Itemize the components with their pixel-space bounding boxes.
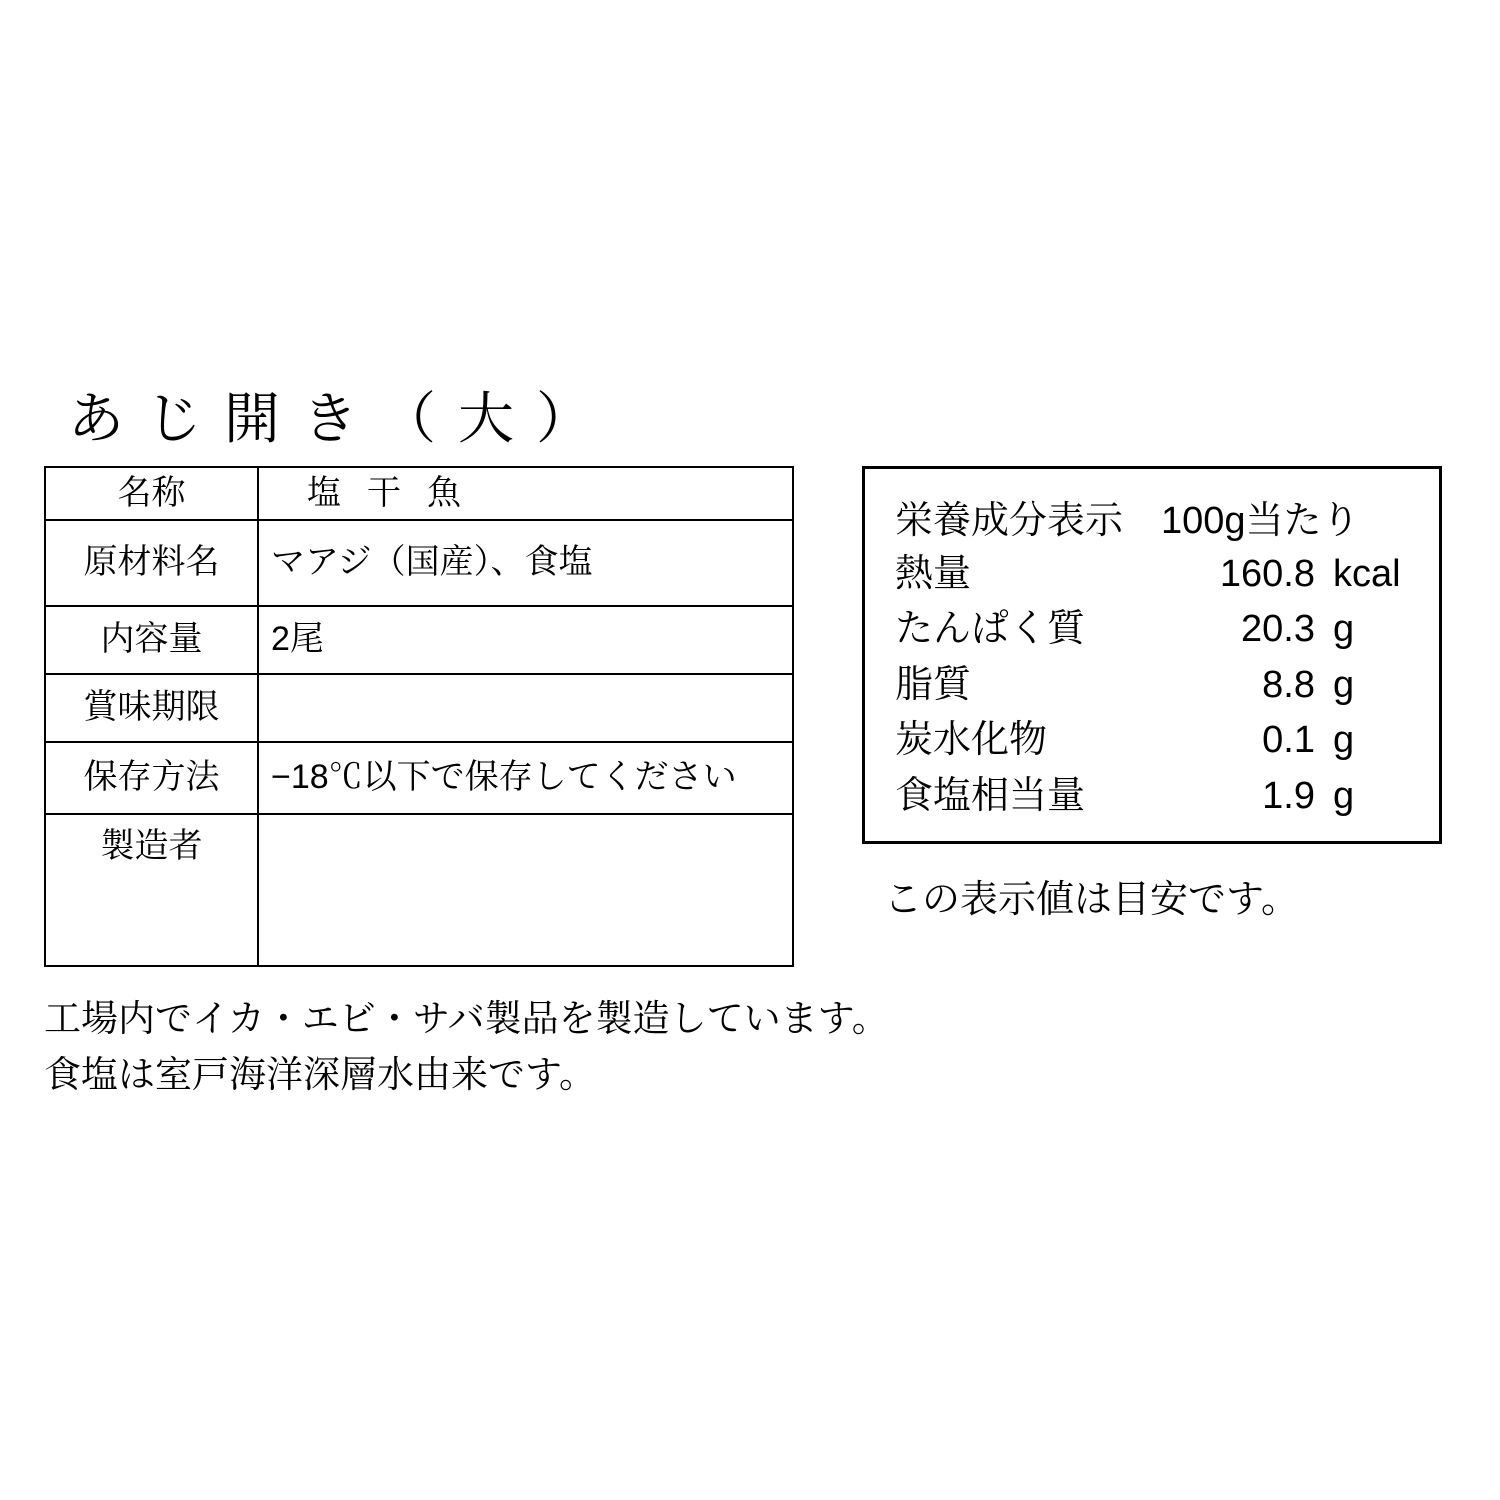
allergen-notes	[44, 992, 889, 1103]
nutrition-value-fat: 8.8	[1262, 663, 1315, 706]
product-info-table	[44, 466, 794, 967]
table-row	[895, 547, 1428, 602]
nutrition-value-energy: 160.8	[1219, 553, 1315, 595]
nutrition-unit-fat: g	[1333, 663, 1355, 706]
nutrition-value-carbs: 0.1	[1262, 719, 1315, 762]
info-key-name: 名称	[45, 467, 258, 520]
info-key-manufacturer: 製造者	[45, 814, 258, 901]
table-row	[45, 606, 793, 674]
info-key-expiry: 賞味期限	[45, 674, 258, 742]
table-row	[45, 467, 793, 520]
table-row	[895, 769, 1428, 824]
nutrition-label-salt: 食塩相当量	[895, 774, 1086, 817]
table-row	[895, 658, 1428, 713]
nutrition-value-protein: 20.3	[1241, 608, 1315, 651]
info-value-manufacturer-blank	[258, 901, 793, 966]
nutrition-heading: 栄養成分表示 100g当たり	[895, 500, 1360, 542]
table-row-manufacturer-blank	[45, 901, 793, 966]
info-value-manufacturer	[258, 814, 793, 901]
note-line-1: 工場内でイカ・エビ・サバ製品を製造しています。	[44, 998, 889, 1039]
info-value-name: 塩干魚	[258, 467, 793, 520]
nutrition-label-protein: たんぱく質	[895, 608, 1086, 651]
table-row	[45, 814, 793, 901]
info-key-storage: 保存方法	[45, 742, 258, 814]
info-key-ingredients: 原材料名	[45, 520, 258, 606]
nutrition-label-carbs: 炭水化物	[895, 719, 1048, 762]
table-row	[895, 602, 1428, 657]
nutrition-footnote: この表示値は目安です。	[884, 879, 1299, 921]
nutrition-unit-protein: g	[1333, 608, 1355, 651]
info-key-volume: 内容量	[45, 606, 258, 674]
nutrition-unit-salt: g	[1333, 774, 1355, 817]
info-value-storage: −18℃以下で保存してください	[258, 742, 793, 814]
nutrition-label-fat: 脂質	[895, 663, 972, 706]
product-title: あじ開き（大）	[68, 387, 614, 450]
nutrition-value-salt: 1.9	[1262, 774, 1315, 817]
nutrition-table	[895, 547, 1428, 824]
nutrition-unit-energy: kcal	[1333, 553, 1401, 595]
info-key-manufacturer-blank	[45, 901, 258, 966]
nutrition-unit-carbs: g	[1333, 719, 1355, 762]
note-line-2: 食塩は室戸海洋深層水由来です。	[44, 1053, 597, 1095]
table-row	[895, 713, 1428, 768]
info-value-expiry	[258, 674, 793, 742]
nutrition-facts-box	[862, 466, 1442, 844]
table-row	[45, 674, 793, 742]
table-row	[45, 520, 793, 606]
info-value-volume: 2尾	[258, 606, 793, 674]
info-value-ingredients: マアジ（国産）、食塩	[258, 520, 793, 606]
nutrition-label-energy: 熱量	[895, 553, 972, 595]
table-row	[45, 742, 793, 814]
